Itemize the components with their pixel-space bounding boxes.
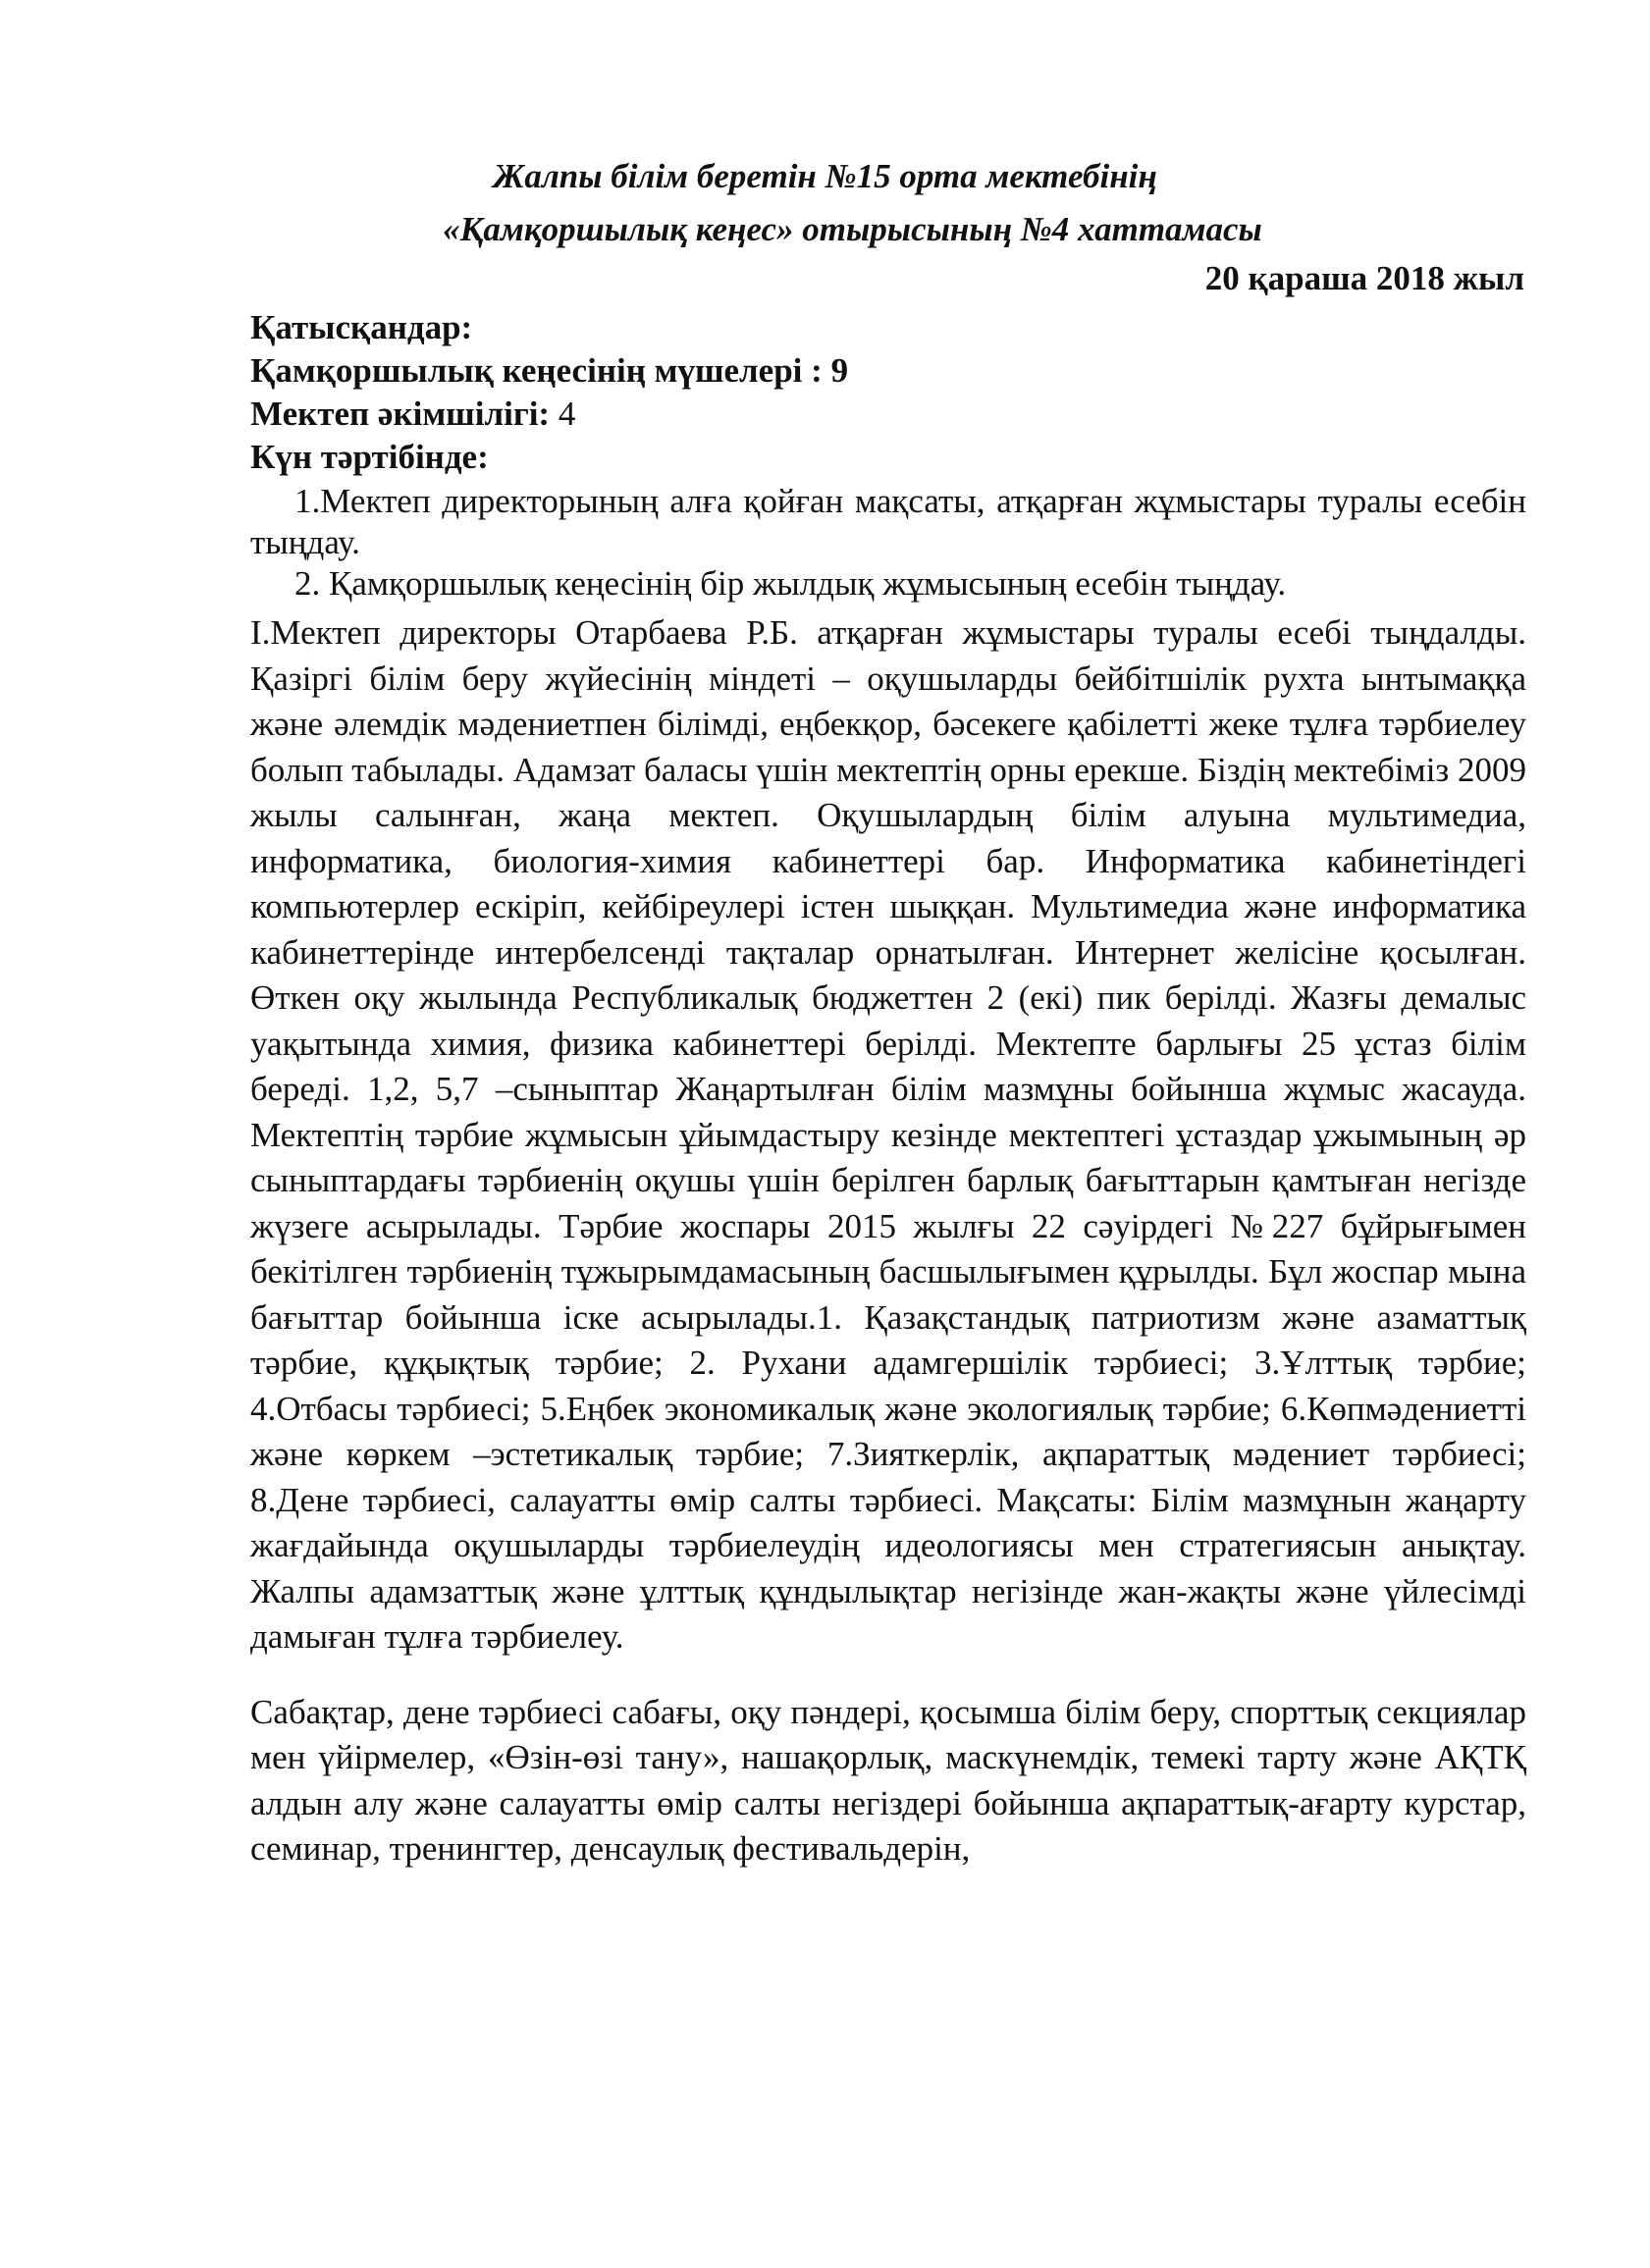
admin-line: [250, 393, 575, 436]
document-title-line2: «Қамқоршылық кеңес» отырысының №4 хаттамасы: [443, 210, 1262, 248]
agenda-item: 2. Қамқоршылық кеңесінің бір жылдық жұмысының есебін тыңдау.: [294, 564, 1287, 603]
document-date: 20 қараша 2018 жыл: [1204, 259, 1524, 297]
agenda-heading: Күн тәртібінде:: [250, 438, 489, 476]
report-body: [250, 610, 1526, 1872]
agenda-list: [250, 481, 1526, 605]
attendance-heading: Қатысқандар:: [250, 308, 473, 346]
members-line: [250, 349, 848, 393]
members-label: Қамқоршылық кеңесінің мүшелері :: [250, 351, 831, 390]
admin-count: 4: [558, 395, 576, 433]
report-paragraph-1: I.Мектеп директоры Отарбаева Р.Б. атқарған жұмыстары туралы есебі тыңдалды. Қазіргі білім беру жүйесінің міндеті – оқушыларды бейбітшілік рухта ынтымаққа және әлемдік мәдениетпен білімді, еңбекқор, бәсекеге қабілетті жеке тұлға тәрбиелеу болып табылады. Адамзат баласы үшін мектептің орны ерекше. Біздің мектебіміз 2009 жылы салынған, жаңа мектеп. Оқушылардың білім алуына мультимедиа, информатика, биология-химия кабинеттері бар. Информатика кабинетіндегі компьютерлер ескіріп, кейбіреулері істен шыққан. Мультимедиа және информатика кабинеттерінде интербелсенді тақталар орнатылған. Интернет желісіне қосылған. Өткен оқу жылында Республикалық бюджеттен 2 (екі) пик берілді. Жазғы демалыс уақытында химия, физика кабинеттері берілді. Мектепте барлығы 25 ұстаз білім береді. 1,2, 5,7 –сыныптар Жаңартылған білім мазмұны бойынша жұмыс жасауда. Мектептің тәрбие жұмысын ұйымдастыру кезінде мектептегі ұстаздар ұжымының әр сыныптардағы тәрбиенің оқушы үшін берілген барлық бағыттарын қамтыған негізде жүзеге асырылады. Тәрбие жоспары 2015 жылғы 22 сәуірдегі №227 бұйрығымен бекітілген тәрбиенің тұжырымдамасының басшылығымен құрылды. Бұл жоспар мына бағыттар бойынша іске асырылады.1. Қазақстандық патриотизм және азаматтық тәрбие, құқықтық тәрбие; 2. Рухани адамгершілік тәрбиесі; 3.Ұлттық тәрбие; 4.Отбасы тәрбиесі; 5.Еңбек экономикалық және экологиялық тәрбие; 6.Көпмәдениетті және көркем –эстетикалық тәрбие; 7.Зияткерлік, ақпараттық мәдениет тәрбиесі; 8.Дене тәрбиесі, салауатты өмір салты тәрбиесі. Мақсаты: Білім мазмұнын жаңарту жағдайында оқушыларды тәрбиелеудің идеологиясы мен стратегиясын анықтау. Жалпы адамзаттық және ұлттық құндылықтар негізінде жан-жақты және үйлесімді дамыған тұлға тәрбиелеу.: [250, 613, 1526, 1656]
members-count: 9: [830, 351, 849, 390]
admin-label: Мектеп әкімшілігі:: [250, 395, 559, 433]
agenda-item: 1.Мектеп директорының алға қойған мақсаты, атқарған жұмыстары туралы есебін тыңдау.: [250, 482, 1526, 561]
document-title-line1: Жалпы білім беретін №15 орта мектебінің: [493, 157, 1157, 195]
report-paragraph-2: Сабақтар, дене тәрбиесі сабағы, оқу пәндері, қосымша білім беру, спорттық секциялар мен үйірмелер, «Өзін-өзі тану», нашақорлық, маскүнемдік, темекі тарту және АҚТҚ алдын алу және салауатты өмір салты негіздері бойынша ақпараттық-ағарту курстар, семинар, тренингтер, денсаулық фестивальдерін,: [250, 1692, 1526, 1868]
